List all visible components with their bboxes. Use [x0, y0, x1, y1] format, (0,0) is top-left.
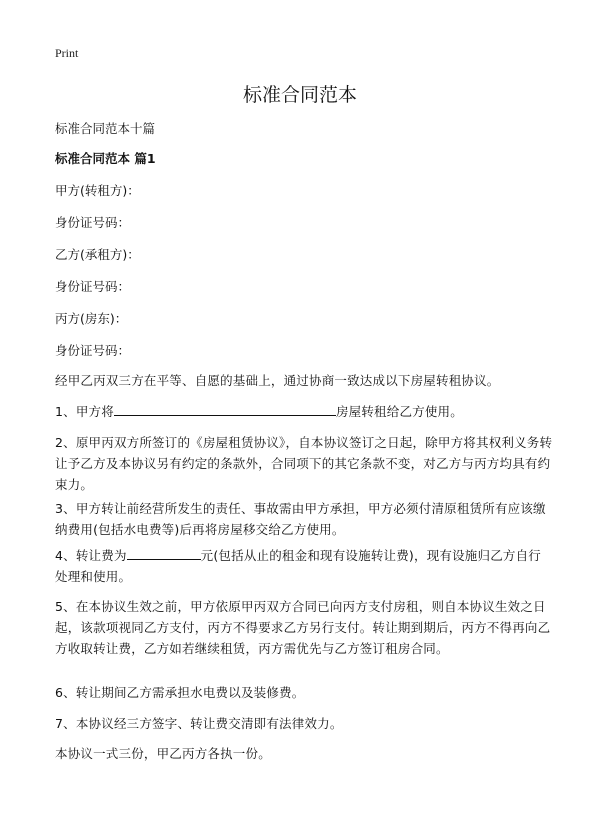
blank-line — [114, 402, 336, 416]
clause-3: 3、甲方转让前经营所发生的责任、事故需由甲方承担，甲方必须付清原租赁所有应该缴纳费用(包括水电费等)后再将房屋移交给乙方使用。 — [55, 501, 546, 537]
clause-4 — [55, 545, 553, 587]
clause-2: 2、原甲丙双方所签订的《房屋租赁协议》，自本协议签订之日起，除甲方将其权利义务转让予乙方及本协议另有约定的条款外，合同项下的其它条款不变，对乙方与丙方均具有约束力。 — [55, 435, 553, 492]
party-b-label: 乙方(承租方)： — [55, 247, 140, 262]
clause-1 — [55, 401, 553, 422]
print-label: Print — [55, 46, 79, 60]
party-a-label: 甲方(转租方)： — [55, 183, 140, 198]
clause-4-prefix: 4、转让费为 — [55, 548, 127, 563]
subtitle: 标准合同范本十篇 — [55, 121, 156, 136]
id-number-b-label: 身份证号码： — [55, 279, 131, 294]
clause-4-suffix: 元(包括从止的租金和现有设施转让费)，现有设施归乙方自行处理和使用。 — [55, 548, 542, 584]
clause-1-prefix: 1、甲方将 — [55, 404, 114, 419]
closing-paragraph: 本协议一式三份，甲乙丙方各执一份。 — [55, 746, 271, 761]
blank-line — [127, 546, 201, 560]
id-number-a-label: 身份证号码： — [55, 215, 131, 230]
clause-5: 5、在本协议生效之前，甲方依原甲丙双方合同已向丙方支付房租，则自本协议生效之日起，该款项视同乙方支付，丙方不得要求乙方另行支付。转让期到期后，丙方不得再向乙方收取转让费，乙方如若继续租赁，丙方需优先与乙方签订租房合同。 — [55, 599, 551, 656]
page-title: 标准合同范本 — [242, 84, 357, 106]
section-heading: 标准合同范本 篇1 — [55, 151, 156, 166]
id-number-c-label: 身份证号码： — [55, 343, 131, 358]
clause-6: 6、转让期间乙方需承担水电费以及装修费。 — [55, 685, 305, 700]
intro-paragraph: 经甲乙丙双三方在平等、自愿的基础上，通过协商一致达成以下房屋转租协议。 — [55, 373, 500, 388]
clause-1-suffix: 房屋转租给乙方使用。 — [335, 404, 463, 419]
party-c-label: 丙方(房东)： — [55, 311, 128, 326]
clause-7: 7、本协议经三方签字、转让费交清即有法律效力。 — [55, 716, 343, 731]
